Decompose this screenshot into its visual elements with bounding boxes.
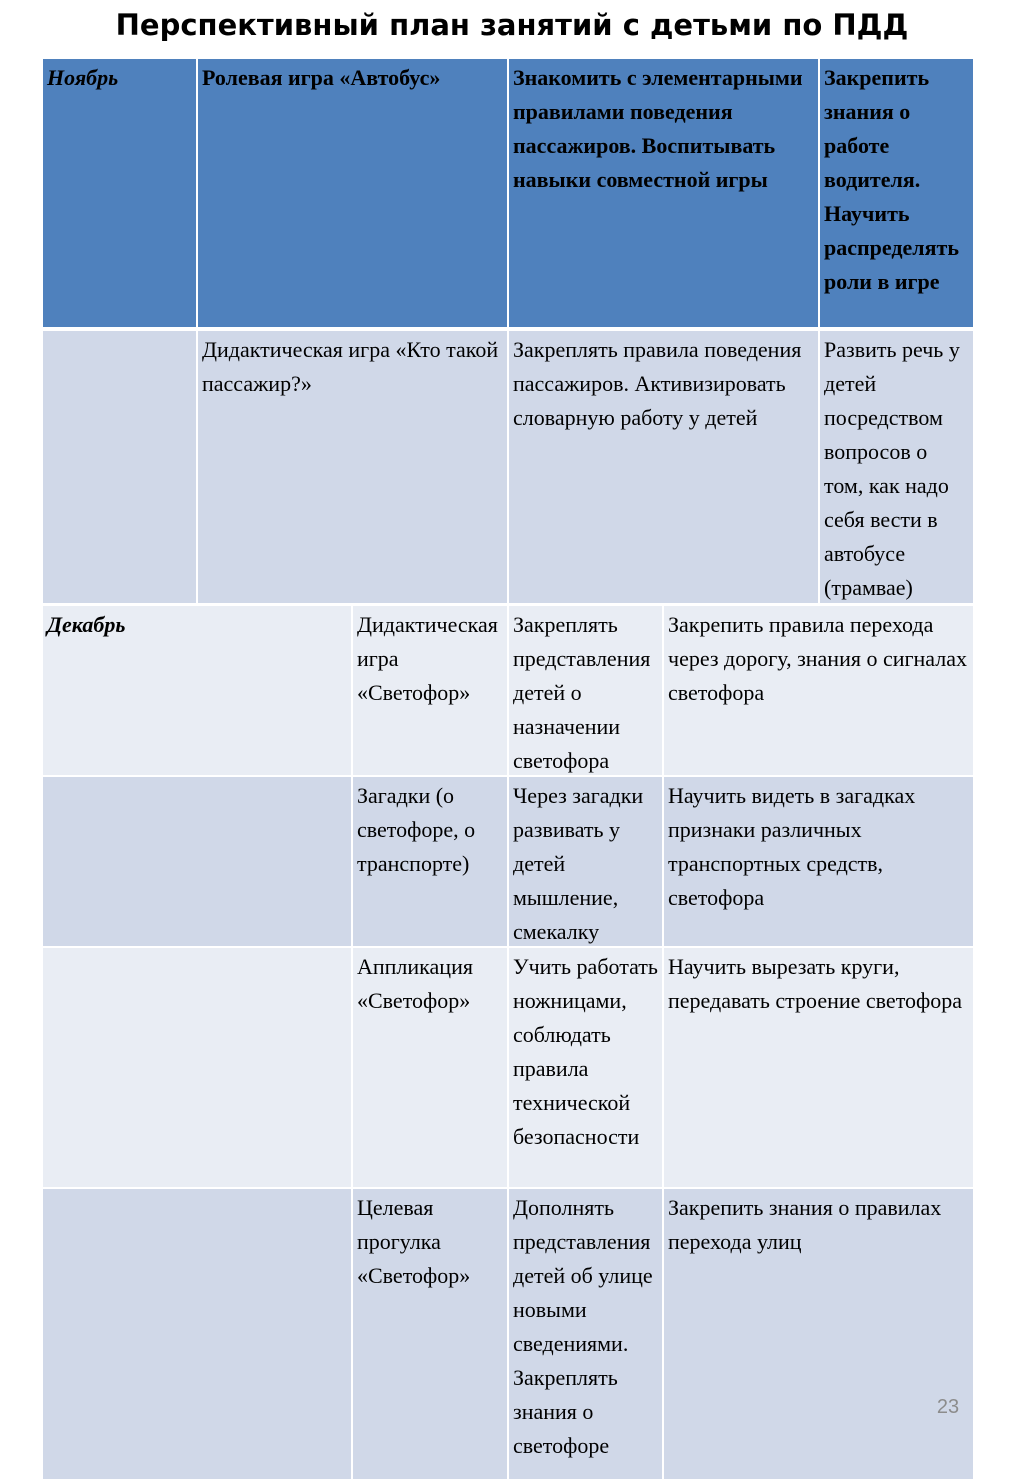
table-cell-result: Закрепить знания о работе водителя. Научить распределять роли в игре: [820, 59, 973, 327]
table-cell-goal: Учить работать ножницами, соблюдать правила технической безопасности: [509, 948, 662, 1187]
table-cell-month: Декабрь: [43, 606, 351, 775]
table-cell-activity: Дидактическая игра «Кто такой пассажир?»: [198, 331, 507, 603]
table-cell-month: Ноябрь: [43, 59, 196, 327]
page-title: Перспективный план занятий с детьми по ПДД: [115, 8, 909, 42]
table-cell-activity: Аппликация «Светофор»: [353, 948, 507, 1187]
table-cell-activity: Дидактическая игра «Светофор»: [353, 606, 507, 775]
table-cell-result: Закрепить правила перехода через дорогу, знания о сигналах светофора: [664, 606, 973, 775]
page-number: 23: [936, 1396, 960, 1418]
table-cell-goal: Дополнять представления детей об улице новыми сведениями. Закреплять знания о светофоре: [509, 1189, 662, 1479]
table-cell-goal: Знакомить с элементарными правилами поведения пассажиров. Воспитывать навыки совместной игры: [509, 59, 818, 327]
table-cell-activity: Ролевая игра «Автобус»: [198, 59, 507, 327]
table-cell-month: [43, 948, 351, 1187]
table-cell-month: [43, 1189, 351, 1479]
table-cell-result: Закрепить знания о правилах перехода улиц: [664, 1189, 973, 1479]
table-cell-result: Научить вырезать круги, передавать строение светофора: [664, 948, 973, 1187]
table-cell-goal: Через загадки развивать у детей мышление, смекалку: [509, 777, 662, 946]
table-cell-result: Развить речь у детей посредством вопросов о том, как надо себя вести в автобусе (трамвае): [820, 331, 973, 603]
table-cell-activity: Загадки (о светофоре, о транспорте): [353, 777, 507, 946]
table-cell-goal: Закреплять правила поведения пассажиров. Активизировать словарную работу у детей: [509, 331, 818, 603]
table-cell-activity: Целевая прогулка «Светофор»: [353, 1189, 507, 1479]
table-cell-goal: Закреплять представления детей о назначении светофора: [509, 606, 662, 775]
table-cell-month: [43, 331, 196, 603]
table-cell-month: [43, 777, 351, 946]
table-cell-result: Научить видеть в загадках признаки различных транспортных средств, светофора: [664, 777, 973, 946]
